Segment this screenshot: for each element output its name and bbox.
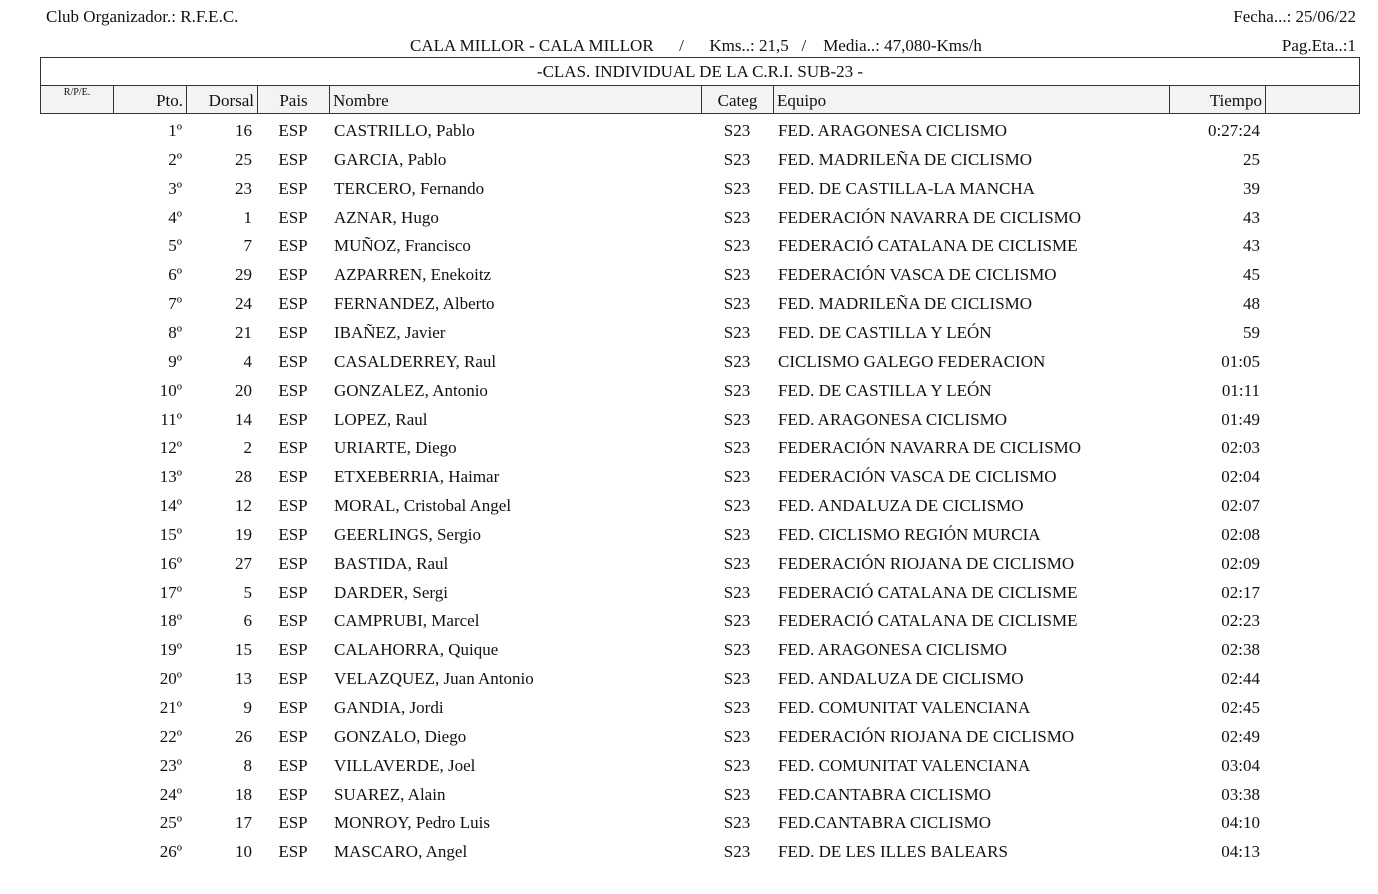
cell-categ: S23 [723, 294, 751, 314]
cell-categ: S23 [723, 149, 751, 169]
cell-equipo: FEDERACIÓ CATALANA DE CICLISME [778, 611, 1078, 631]
cell-dorsal: 14 [235, 409, 252, 429]
table-row [0, 319, 1378, 348]
column-header-pais: Pais [258, 86, 330, 113]
cell-pto: 2º [168, 149, 182, 169]
cell-equipo: FEDERACIÓN RIOJANA DE CICLISMO [778, 726, 1075, 746]
table-row [0, 694, 1378, 723]
table-row [0, 636, 1378, 665]
cell-pais: ESP [278, 553, 308, 573]
cell-categ: S23 [723, 842, 751, 862]
cell-pto: 23º [159, 755, 182, 775]
table-row [0, 261, 1378, 290]
cell-equipo: FED. DE CASTILLA Y LEÓN [778, 322, 992, 342]
cell-nombre: CASALDERREY, Raul [334, 351, 497, 371]
table-row [0, 175, 1378, 204]
table-row [0, 809, 1378, 838]
cell-tiempo: 45 [1243, 265, 1260, 285]
race-date: Fecha...: 25/06/22 [1233, 7, 1356, 26]
cell-dorsal: 1 [243, 207, 252, 227]
table-row [0, 406, 1378, 435]
cell-categ: S23 [723, 611, 751, 631]
cell-categ: S23 [723, 322, 751, 342]
cell-dorsal: 23 [235, 178, 252, 198]
cell-pais: ESP [278, 438, 308, 458]
cell-dorsal: 8 [243, 755, 252, 775]
cell-pto: 12º [159, 438, 182, 458]
column-header-dorsal: Dorsal [187, 86, 258, 113]
cell-pais: ESP [278, 351, 308, 371]
cell-pto: 13º [159, 467, 182, 487]
cell-equipo: FED. ANDALUZA DE CICLISMO [778, 496, 1024, 516]
cell-pto: 16º [159, 553, 182, 573]
cell-pais: ESP [278, 265, 308, 285]
cell-nombre: CASTRILLO, Pablo [334, 121, 475, 140]
cell-equipo: FEDERACIÓN VASCA DE CICLISMO [778, 265, 1057, 285]
table-row [0, 232, 1378, 261]
cell-pais: ESP [278, 813, 308, 833]
cell-equipo: FED. COMUNITAT VALENCIANA [778, 698, 1031, 717]
table-row [0, 723, 1378, 752]
cell-tiempo: 02:17 [1221, 582, 1260, 602]
cell-tiempo: 02:07 [1221, 496, 1260, 516]
cell-dorsal: 29 [235, 265, 252, 285]
table-row [0, 752, 1378, 781]
cell-tiempo: 04:13 [1221, 842, 1260, 862]
table-row [0, 550, 1378, 579]
cell-categ: S23 [723, 726, 751, 746]
cell-equipo: FED. ANDALUZA DE CICLISMO [778, 669, 1024, 689]
cell-dorsal: 19 [235, 524, 252, 544]
cell-equipo: FEDERACIÓ CATALANA DE CICLISME [778, 582, 1078, 602]
cell-pais: ESP [278, 496, 308, 516]
cell-categ: S23 [723, 380, 751, 400]
table-row [0, 146, 1378, 175]
cell-pto: 6º [168, 265, 182, 285]
cell-nombre: AZPARREN, Enekoitz [334, 265, 492, 285]
cell-categ: S23 [723, 755, 751, 775]
cell-pais: ESP [278, 467, 308, 487]
cell-nombre: GANDIA, Jordi [334, 698, 444, 717]
cell-pto: 22º [159, 726, 182, 746]
cell-nombre: GONZALO, Diego [334, 726, 467, 746]
cell-equipo: FED. DE LES ILLES BALEARS [778, 842, 1008, 862]
cell-pto: 5º [168, 236, 182, 256]
cell-tiempo: 43 [1243, 207, 1260, 227]
cell-pais: ESP [278, 698, 308, 717]
cell-pto: 8º [168, 322, 182, 342]
cell-pto: 26º [159, 842, 182, 862]
results-table-header [40, 57, 1360, 114]
cell-pto: 1º [168, 121, 182, 140]
cell-pais: ESP [278, 322, 308, 342]
column-header-nombre: Nombre [330, 86, 702, 113]
cell-nombre: FERNANDEZ, Alberto [334, 294, 495, 314]
cell-nombre: TERCERO, Fernando [334, 178, 485, 198]
cell-dorsal: 5 [243, 582, 252, 602]
cell-equipo: FEDERACIÓN NAVARRA DE CICLISMO [778, 207, 1082, 227]
classification-title: -CLAS. INDIVIDUAL DE LA C.R.I. SUB-23 - [41, 58, 1359, 86]
cell-equipo: FED. ARAGONESA CICLISMO [778, 121, 1008, 140]
cell-equipo: FED. CICLISMO REGIÓN MURCIA [778, 524, 1041, 544]
cell-pais: ESP [278, 207, 308, 227]
cell-tiempo: 02:04 [1221, 467, 1260, 487]
cell-equipo: FEDERACIÓ CATALANA DE CICLISME [778, 236, 1078, 256]
cell-tiempo: 43 [1243, 236, 1260, 256]
cell-equipo: FED. ARAGONESA CICLISMO [778, 409, 1008, 429]
cell-nombre: MUÑOZ, Francisco [334, 236, 471, 256]
cell-pais: ESP [278, 380, 308, 400]
cell-tiempo: 03:38 [1221, 784, 1260, 804]
cell-tiempo: 02:44 [1221, 669, 1260, 689]
cell-nombre: BASTIDA, Raul [334, 553, 449, 573]
column-header-pto: Pto. [114, 86, 187, 113]
cell-categ: S23 [723, 524, 751, 544]
cell-tiempo: 0:27:24 [1208, 121, 1260, 140]
table-row [0, 117, 1378, 146]
cell-dorsal: 25 [235, 149, 252, 169]
cell-pto: 11º [160, 409, 182, 429]
cell-pais: ESP [278, 640, 308, 660]
table-row [0, 838, 1378, 867]
cell-tiempo: 02:38 [1221, 640, 1260, 660]
cell-pto: 4º [168, 207, 182, 227]
cell-dorsal: 28 [235, 467, 252, 487]
cell-nombre: MORAL, Cristobal Angel [334, 496, 512, 516]
cell-categ: S23 [723, 438, 751, 458]
cell-dorsal: 20 [235, 380, 252, 400]
cell-dorsal: 24 [235, 294, 252, 314]
cell-equipo: FED. DE CASTILLA Y LEÓN [778, 380, 992, 400]
cell-pais: ESP [278, 726, 308, 746]
cell-dorsal: 6 [243, 611, 252, 631]
cell-nombre: CALAHORRA, Quique [334, 640, 499, 660]
cell-pto: 14º [159, 496, 182, 516]
cell-nombre: IBAÑEZ, Javier [334, 322, 446, 342]
cell-categ: S23 [723, 467, 751, 487]
cell-tiempo: 48 [1243, 294, 1260, 314]
cell-categ: S23 [723, 669, 751, 689]
cell-tiempo: 03:04 [1221, 755, 1260, 775]
cell-pais: ESP [278, 669, 308, 689]
stage-route-info: CALA MILLOR - CALA MILLOR / Kms..: 21,5 / Media..: 47,080-Kms/h [410, 36, 982, 55]
cell-nombre: DARDER, Sergi [334, 582, 448, 602]
cell-equipo: FEDERACIÓN RIOJANA DE CICLISMO [778, 553, 1075, 573]
cell-pais: ESP [278, 755, 308, 775]
cell-categ: S23 [723, 813, 751, 833]
cell-tiempo: 02:23 [1221, 611, 1260, 631]
cell-pto: 21º [159, 698, 182, 717]
cell-nombre: GEERLINGS, Sergio [334, 524, 482, 544]
cell-nombre: MASCARO, Angel [334, 842, 468, 862]
cell-dorsal: 10 [235, 842, 252, 862]
cell-nombre: AZNAR, Hugo [334, 207, 439, 227]
table-row [0, 607, 1378, 636]
cell-dorsal: 27 [235, 553, 252, 573]
cell-categ: S23 [723, 496, 751, 516]
table-row [0, 463, 1378, 492]
cell-pto: 18º [159, 611, 182, 631]
cell-pto: 24º [159, 784, 182, 804]
cell-dorsal: 26 [235, 726, 252, 746]
cell-equipo: FED.CANTABRA CICLISMO [778, 784, 992, 804]
cell-equipo: CICLISMO GALEGO FEDERACION [778, 351, 1046, 371]
cell-dorsal: 9 [243, 698, 252, 717]
cell-tiempo: 02:08 [1221, 524, 1260, 544]
cell-pais: ESP [278, 149, 308, 169]
cell-categ: S23 [723, 698, 751, 717]
cell-categ: S23 [723, 178, 751, 198]
cell-tiempo: 02:45 [1221, 698, 1260, 717]
cell-nombre: MONROY, Pedro Luis [334, 813, 491, 833]
cell-tiempo: 02:03 [1221, 438, 1260, 458]
cell-pais: ESP [278, 611, 308, 631]
table-row [0, 781, 1378, 810]
column-header-equipo: Equipo [774, 86, 1170, 113]
cell-equipo: FED.CANTABRA CICLISMO [778, 813, 992, 833]
table-row [0, 665, 1378, 694]
cell-dorsal: 16 [235, 121, 252, 140]
club-organizador: Club Organizador.: R.F.E.C. [46, 7, 239, 26]
cell-pto: 17º [159, 582, 182, 602]
cell-pto: 15º [159, 524, 182, 544]
cell-pais: ESP [278, 524, 308, 544]
cell-categ: S23 [723, 640, 751, 660]
cell-pais: ESP [278, 121, 308, 140]
page-number: Pag.Eta..:1 [1281, 36, 1356, 55]
cell-pto: 25º [159, 813, 182, 833]
cell-dorsal: 2 [243, 438, 252, 458]
cell-pais: ESP [278, 409, 308, 429]
cell-tiempo: 04:10 [1221, 813, 1260, 833]
table-row [0, 377, 1378, 406]
cell-equipo: FED. ARAGONESA CICLISMO [778, 640, 1008, 660]
cell-dorsal: 15 [235, 640, 252, 660]
cell-tiempo: 02:09 [1221, 553, 1260, 573]
cell-nombre: GONZALEZ, Antonio [334, 380, 488, 400]
column-header-rpe: R/P/E. [41, 86, 114, 113]
cell-tiempo: 01:49 [1221, 409, 1260, 429]
table-row [0, 204, 1378, 233]
cell-dorsal: 17 [235, 813, 252, 833]
cell-dorsal: 21 [235, 322, 252, 342]
cell-dorsal: 18 [235, 784, 252, 804]
cell-categ: S23 [723, 553, 751, 573]
cell-nombre: CAMPRUBI, Marcel [334, 611, 480, 631]
cell-categ: S23 [723, 265, 751, 285]
column-header-extra [1266, 86, 1359, 113]
cell-tiempo: 01:05 [1221, 351, 1260, 371]
cell-tiempo: 39 [1243, 178, 1260, 198]
cell-pto: 10º [159, 380, 182, 400]
cell-pto: 3º [168, 178, 182, 198]
table-row [0, 521, 1378, 550]
cell-pais: ESP [278, 784, 308, 804]
cell-nombre: SUAREZ, Alain [334, 784, 446, 804]
cell-nombre: URIARTE, Diego [334, 438, 457, 458]
cell-pais: ESP [278, 582, 308, 602]
cell-equipo: FED. COMUNITAT VALENCIANA [778, 755, 1031, 775]
cell-pais: ESP [278, 294, 308, 314]
table-row [0, 348, 1378, 377]
cell-categ: S23 [723, 207, 751, 227]
cell-pais: ESP [278, 842, 308, 862]
cell-pais: ESP [278, 178, 308, 198]
cell-dorsal: 12 [235, 496, 252, 516]
cell-pto: 19º [159, 640, 182, 660]
cell-categ: S23 [723, 784, 751, 804]
cell-tiempo: 01:11 [1221, 380, 1260, 400]
table-row [0, 492, 1378, 521]
cell-categ: S23 [723, 121, 751, 140]
cell-equipo: FED. DE CASTILLA-LA MANCHA [778, 178, 1035, 198]
cell-categ: S23 [723, 236, 751, 256]
cell-pto: 9º [168, 351, 182, 371]
cell-dorsal: 13 [235, 669, 252, 689]
cell-nombre: ETXEBERRIA, Haimar [334, 467, 500, 487]
column-header-categ: Categ [702, 86, 774, 113]
cell-equipo: FED. MADRILEÑA DE CICLISMO [778, 149, 1033, 169]
cell-categ: S23 [723, 351, 751, 371]
cell-categ: S23 [723, 582, 751, 602]
cell-equipo: FEDERACIÓN VASCA DE CICLISMO [778, 467, 1057, 487]
table-row [0, 579, 1378, 608]
column-header-row [41, 86, 1359, 113]
cell-dorsal: 7 [243, 236, 252, 256]
cell-tiempo: 02:49 [1221, 726, 1260, 746]
cell-equipo: FEDERACIÓN NAVARRA DE CICLISMO [778, 438, 1082, 458]
cell-pais: ESP [278, 236, 308, 256]
table-row [0, 290, 1378, 319]
cell-nombre: LOPEZ, Raul [334, 409, 428, 429]
cell-tiempo: 25 [1243, 149, 1260, 169]
cell-nombre: VELAZQUEZ, Juan Antonio [334, 669, 534, 689]
cell-tiempo: 59 [1243, 322, 1260, 342]
cell-dorsal: 4 [243, 351, 252, 371]
cell-pto: 7º [168, 294, 182, 314]
cell-nombre: VILLAVERDE, Joel [334, 755, 476, 775]
column-header-tiempo: Tiempo [1170, 86, 1266, 113]
cell-nombre: GARCIA, Pablo [334, 149, 447, 169]
table-row [0, 434, 1378, 463]
cell-equipo: FED. MADRILEÑA DE CICLISMO [778, 294, 1033, 314]
cell-pto: 20º [159, 669, 182, 689]
cell-categ: S23 [723, 409, 751, 429]
